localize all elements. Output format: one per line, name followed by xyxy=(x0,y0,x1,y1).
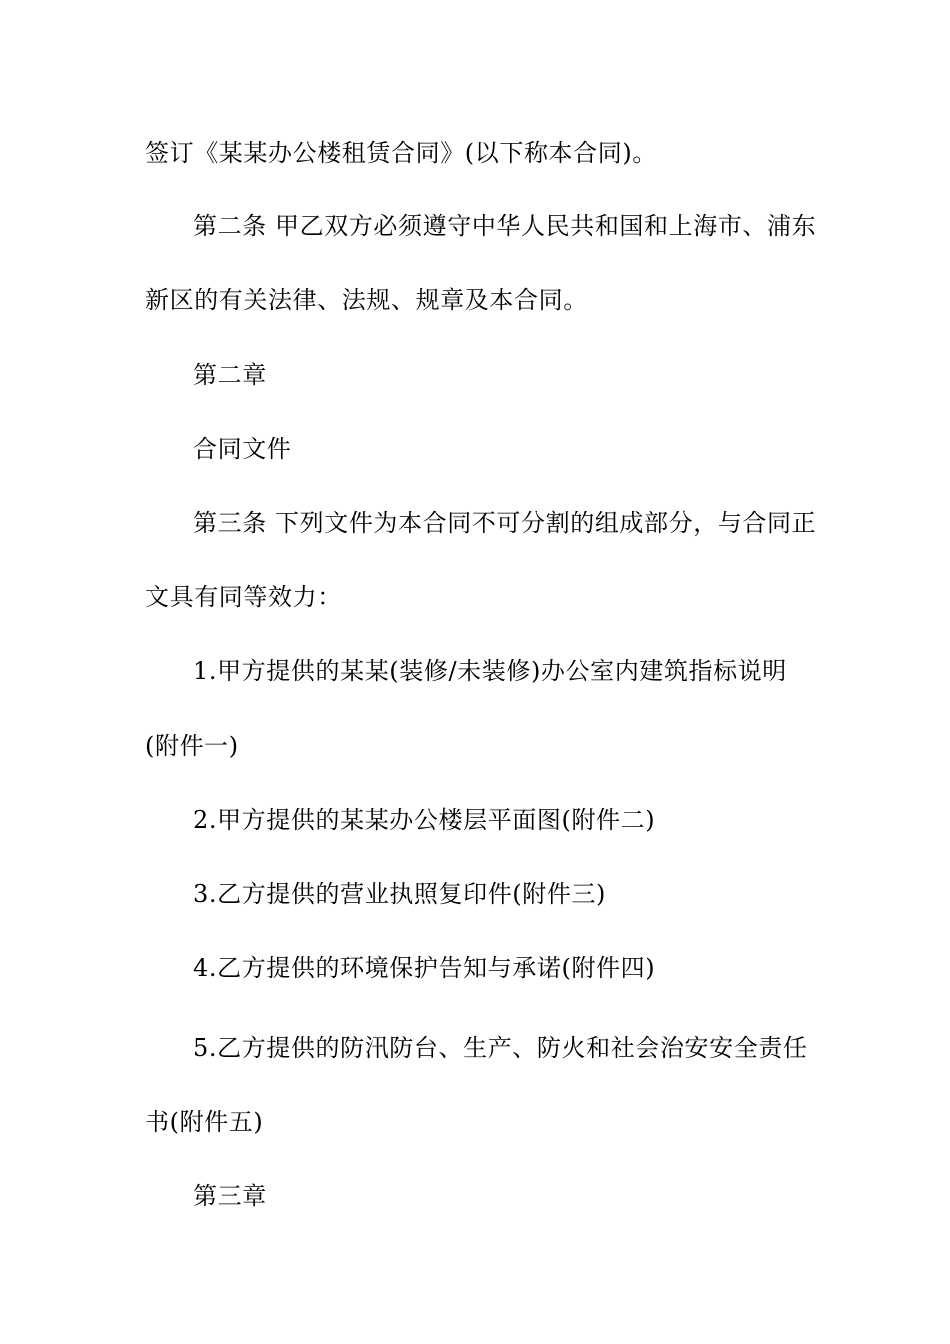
list-item: 5.乙方提供的防汛防台、生产、防火和社会治安安全责任 xyxy=(193,1034,808,1062)
chapter-heading: 第三章 xyxy=(193,1182,267,1210)
list-item: 1.甲方提供的某某(装修/未装修)办公室内建筑指标说明 xyxy=(193,657,787,685)
article-3-line: 第三条 下列文件为本合同不可分割的组成部分，与合同正 xyxy=(193,509,817,537)
text-line: 签订《某某办公楼租赁合同》(以下称本合同)。 xyxy=(145,139,657,167)
article-2-line: 第二条 甲乙双方必须遵守中华人民共和国和上海市、浦东 xyxy=(193,212,817,240)
list-item: 2.甲方提供的某某办公楼层平面图(附件二) xyxy=(193,806,656,834)
chapter-title: 合同文件 xyxy=(193,435,292,463)
chapter-heading: 第二章 xyxy=(193,361,267,389)
text-line: 新区的有关法律、法规、规章及本合同。 xyxy=(145,286,588,314)
text-line: (附件一) xyxy=(145,732,239,760)
list-item: 4.乙方提供的环境保护告知与承诺(附件四) xyxy=(193,954,656,982)
list-item: 3.乙方提供的营业执照复印件(附件三) xyxy=(193,880,607,908)
text-line: 文具有同等效力： xyxy=(145,583,342,611)
text-line: 书(附件五) xyxy=(145,1108,264,1136)
